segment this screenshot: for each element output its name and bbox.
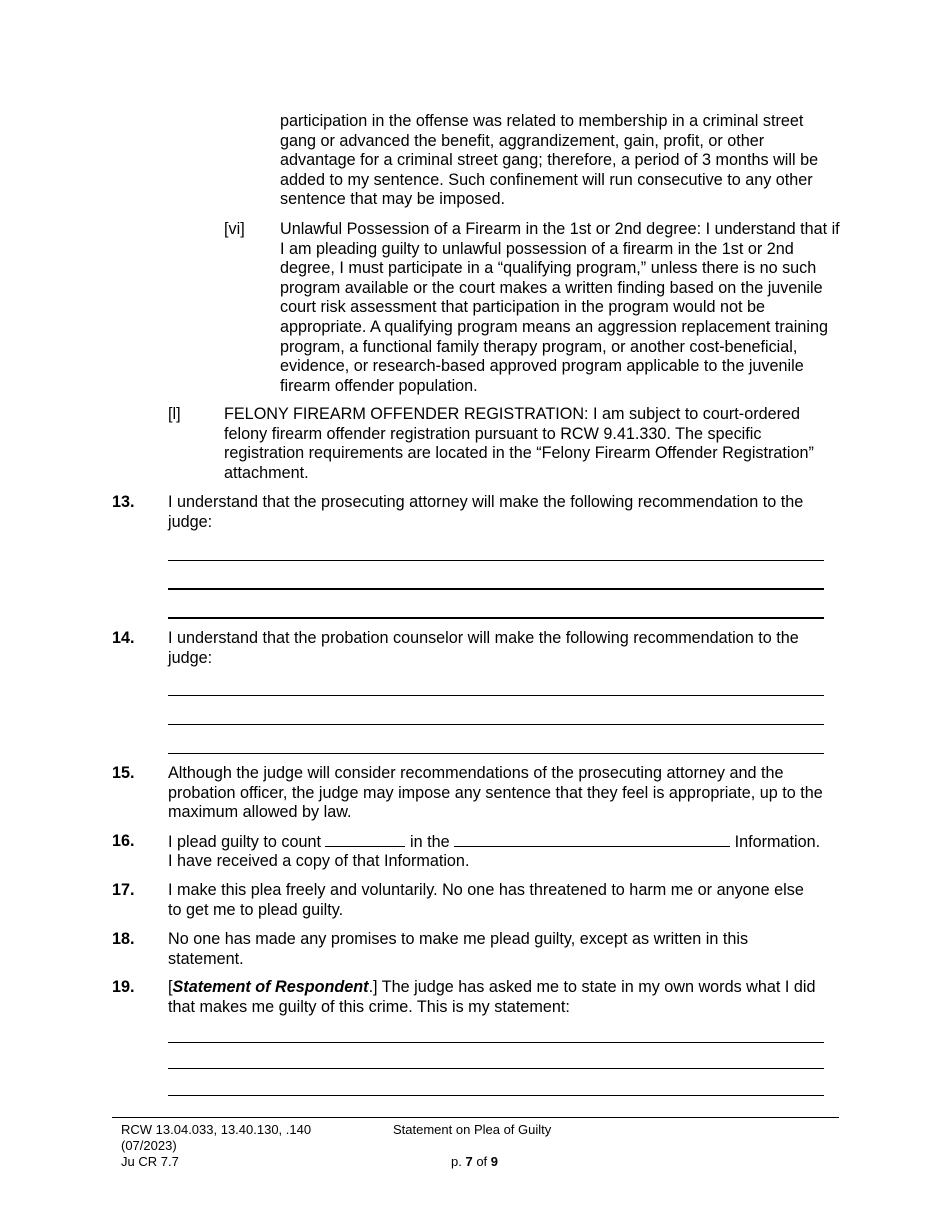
item-18-text: No one has made any promises to make me plead guilty, except as written in this statement. (168, 930, 749, 968)
item-19-bracket-close: .] (368, 978, 378, 996)
item-16-text-part3: Information. (734, 833, 821, 851)
item-19-answer-line-1[interactable] (168, 1042, 824, 1043)
item-14-answer-line-1[interactable] (168, 695, 824, 696)
count-blank-field[interactable] (325, 832, 405, 847)
information-blank-field[interactable] (454, 832, 730, 847)
footer-rcw: RCW 13.04.033, 13.40.130, .140 (121, 1122, 312, 1137)
item-16-number: 16. (112, 832, 135, 850)
continuation-paragraph: participation in the offense was related to membership in a criminal street gang or advanced the benefit, aggrandizement, gain, profit, or other advantage for a criminal street gang; therefore, a period of 3 months will be added to my sentence. Such confinement will run consecutive to any other sentence that may be imposed. (280, 112, 819, 209)
item-13-text: I understand that the prosecuting attorney will make the following recommendation to the judge: (168, 493, 804, 531)
item-vi-marker: [vi] (224, 220, 245, 238)
item-19-body: The judge has asked me to state in my own words what I did that makes me guilty of this crime. This is my statement: (168, 978, 816, 1016)
item-l-text: FELONY FIREARM OFFENDER REGISTRATION: I am subject to court-ordered felony firearm offender registration pursuant to RCW 9.41.330. The specific registration requirements are located in the “Felony Firearm Offender Registration” attachment. (224, 405, 814, 482)
item-14-number: 14. (112, 629, 135, 647)
item-16-line-1 (168, 832, 843, 853)
item-16-text-part2: in the (409, 833, 450, 851)
item-18-number: 18. (112, 930, 135, 948)
item-l-marker: [l] (168, 405, 181, 423)
item-14-answer-line-3[interactable] (168, 753, 824, 754)
footer-left (121, 1122, 381, 1170)
item-15-text: Although the judge will consider recommendations of the prosecuting attorney and the probation officer, the judge may impose any sentence that they feel is appropriate, up to the maximum allowed by law. (168, 764, 823, 822)
item-17-text: I make this plea freely and voluntarily. No one has threatened to harm me or anyone else to get me to plead guilty. (168, 881, 804, 919)
item-19-answer-line-3[interactable] (168, 1095, 824, 1096)
item-13-answer-line-2[interactable] (168, 588, 824, 590)
footer-date: (07/2023) (121, 1138, 177, 1153)
item-vi-text: Unlawful Possession of a Firearm in the 1st or 2nd degree: I understand that if I am pleading guilty to unlawful possession of a firearm in the 1st or 2nd degree, I must participate in a “qualifying program,” unless there is no such program available or the court makes a written finding based on the juvenile court risk assessment that participation in the program would not be appropriate. A qualifying program means an aggression replacement training program, a functional family therapy program, or another cost-beneficial, evidence, or research-based approved program applicable to the juvenile firearm offender population. (280, 220, 840, 395)
item-13-number: 13. (112, 493, 135, 511)
item-16-line-2: I have received a copy of that Information. (168, 852, 470, 870)
item-19-number: 19. (112, 978, 135, 996)
item-19-answer-line-2[interactable] (168, 1068, 824, 1069)
item-19-bracket-open: [ (168, 978, 173, 996)
footer-divider (112, 1117, 839, 1118)
item-15-number: 15. (112, 764, 135, 782)
item-19-text (168, 978, 828, 1017)
footer-page-number (451, 1154, 498, 1170)
footer-title: Statement on Plea of Guilty (393, 1122, 552, 1137)
item-17-number: 17. (112, 881, 135, 899)
footer-page-current: 7 (465, 1154, 473, 1169)
item-14-answer-line-2[interactable] (168, 724, 824, 725)
footer-rule: Ju CR 7.7 (121, 1154, 179, 1169)
item-16-text-part1: I plead guilty to count (168, 833, 321, 851)
footer-page-of: of (476, 1154, 488, 1169)
footer-page-total: 9 (490, 1154, 499, 1169)
footer-page-prefix: p. (451, 1154, 462, 1169)
item-13-answer-line-1[interactable] (168, 560, 824, 561)
item-19-label: Statement of Respondent (172, 978, 369, 996)
item-13-answer-line-3[interactable] (168, 617, 824, 619)
item-14-text: I understand that the probation counselor will make the following recommendation to the judge: (168, 629, 799, 667)
